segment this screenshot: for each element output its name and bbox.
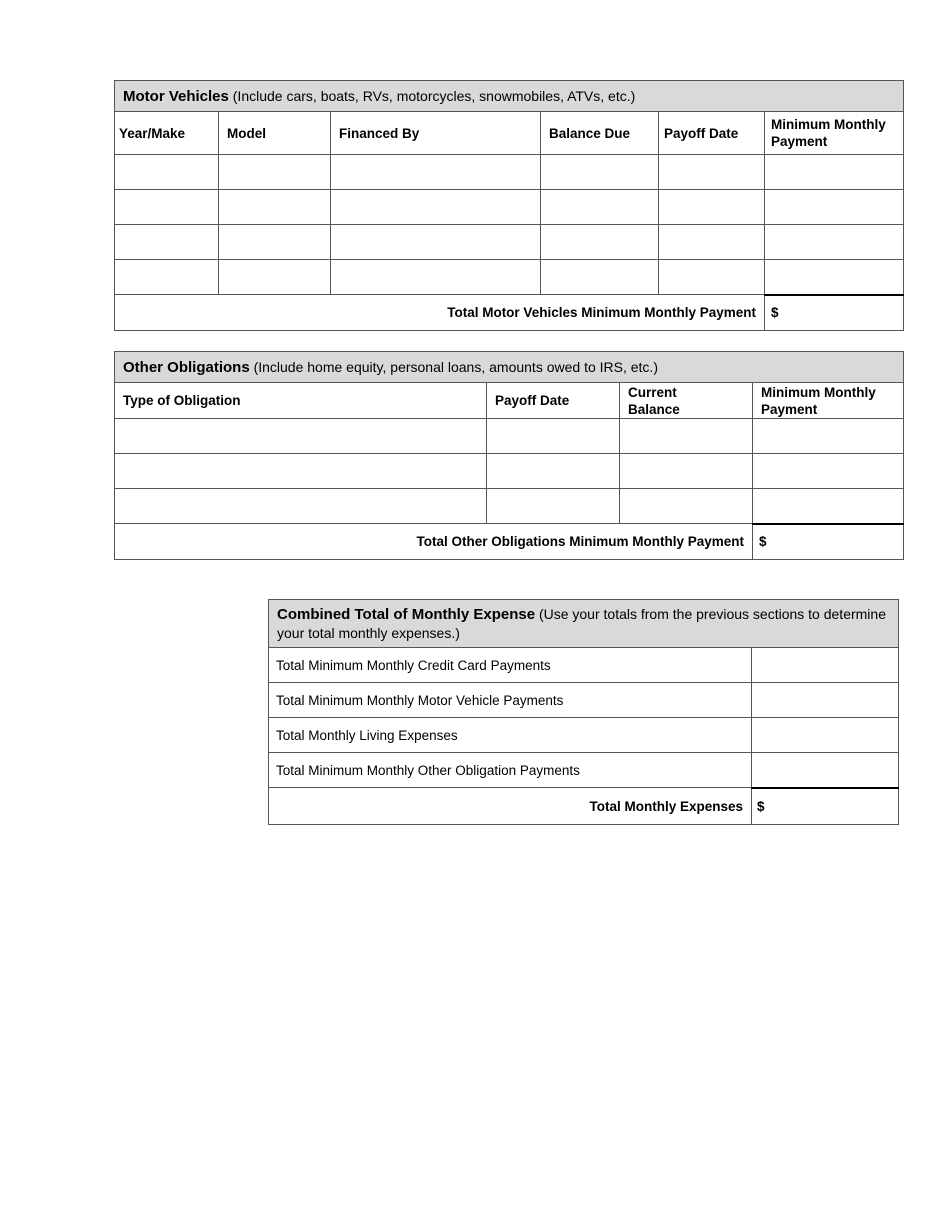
row-label: Total Minimum Monthly Other Obligation Payments [269,753,752,788]
section-note: (Use your totals from the previous sections to determine your total monthly expenses.) [277,606,886,641]
row-label: Total Monthly Living Expenses [269,718,752,753]
input-cell[interactable] [487,489,620,524]
input-cell[interactable] [659,260,765,295]
input-cell[interactable] [752,718,899,753]
col-min-monthly-payment: Minimum Monthly Payment [753,383,904,419]
row-label: Total Minimum Monthly Credit Card Payments [269,648,752,683]
input-cell[interactable] [115,419,487,454]
input-cell[interactable] [541,260,659,295]
input-cell[interactable] [752,753,899,788]
col-year-make: Year/Make [115,112,219,155]
row-label: Total Minimum Monthly Motor Vehicle Payments [269,683,752,718]
input-cell[interactable] [115,155,219,190]
input-cell[interactable] [541,190,659,225]
col-balance-due: Balance Due [541,112,659,155]
input-cell[interactable] [331,225,541,260]
input-cell[interactable] [765,260,904,295]
input-cell[interactable] [765,225,904,260]
input-cell[interactable] [331,260,541,295]
input-cell[interactable] [659,155,765,190]
table-row [115,419,904,454]
input-cell[interactable] [753,419,904,454]
motor-vehicles-header [115,81,904,112]
input-cell[interactable] [115,225,219,260]
col-min-monthly-payment: Minimum Monthly Payment [765,112,904,155]
input-cell[interactable] [753,489,904,524]
input-cell[interactable] [620,419,753,454]
input-cell[interactable] [620,489,753,524]
table-row [115,454,904,489]
section-title: Other Obligations [123,358,250,376]
input-cell[interactable] [331,190,541,225]
input-cell[interactable] [659,225,765,260]
combined-total-value[interactable]: $ [752,788,899,825]
table-row [269,683,899,718]
input-cell[interactable] [487,419,620,454]
input-cell[interactable] [541,225,659,260]
table-row [115,260,904,295]
section-note: (Include cars, boats, RVs, motorcycles, snowmobiles, ATVs, etc.) [228,87,636,104]
table-row [269,718,899,753]
col-financed-by: Financed By [331,112,541,155]
table-row [115,155,904,190]
other-total-label: Total Other Obligations Minimum Monthly Payment [115,524,753,560]
combined-header [269,600,899,648]
input-cell[interactable] [752,648,899,683]
section-title: Combined Total of Monthly Expense [277,606,536,623]
table-row [115,190,904,225]
col-payoff-date: Payoff Date [659,112,765,155]
input-cell[interactable] [115,489,487,524]
col-type-of-obligation: Type of Obligation [115,383,487,419]
combined-total-table [268,599,899,825]
input-cell[interactable] [219,225,331,260]
input-cell[interactable] [115,190,219,225]
motor-total-label: Total Motor Vehicles Minimum Monthly Payment [115,295,765,331]
table-row [269,648,899,683]
other-obligations-header [115,352,904,383]
input-cell[interactable] [541,155,659,190]
table-row [115,225,904,260]
input-cell[interactable] [219,260,331,295]
input-cell[interactable] [752,683,899,718]
motor-total-value[interactable]: $ [765,295,904,331]
input-cell[interactable] [765,190,904,225]
section-title: Motor Vehicles [123,87,229,105]
col-payoff-date: Payoff Date [487,383,620,419]
section-note: (Include home equity, personal loans, amounts owed to IRS, etc.) [249,358,658,375]
input-cell[interactable] [487,454,620,489]
input-cell[interactable] [765,155,904,190]
other-obligations-table [114,351,904,560]
input-cell[interactable] [219,190,331,225]
input-cell[interactable] [115,454,487,489]
input-cell[interactable] [219,155,331,190]
other-total-value[interactable]: $ [753,524,904,560]
input-cell[interactable] [331,155,541,190]
table-row [115,489,904,524]
col-current-balance: Current Balance [620,383,753,419]
table-row [269,753,899,788]
input-cell[interactable] [620,454,753,489]
col-model: Model [219,112,331,155]
input-cell[interactable] [753,454,904,489]
input-cell[interactable] [659,190,765,225]
input-cell[interactable] [115,260,219,295]
motor-vehicles-table [114,80,904,331]
combined-total-label: Total Monthly Expenses [269,788,752,825]
